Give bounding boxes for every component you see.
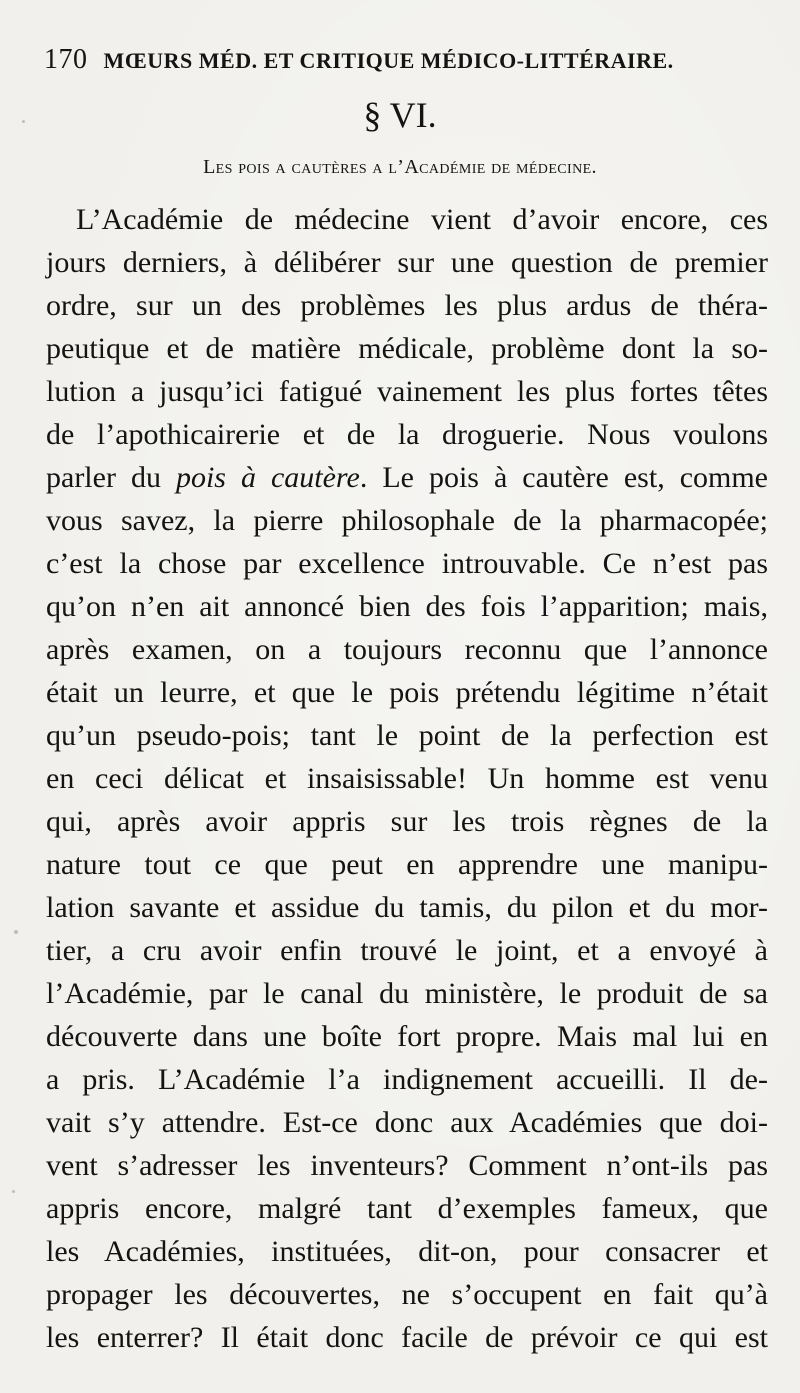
paper-speck (22, 120, 25, 123)
text-line: a pris. L’Académie l’a indignement accueilli. Il de- (46, 1063, 768, 1096)
text-line: ordre, sur un des problèmes les plus ardus de théra- (46, 289, 768, 322)
page-number: 170 (44, 44, 88, 75)
text-line: jours derniers, à délibérer sur une question de premier (46, 246, 768, 279)
text-line: les enterrer? Il était donc facile de prévoir ce qui est (46, 1321, 768, 1354)
text-line: après examen, on a toujours reconnu que l’annonce (46, 633, 768, 666)
text-line: de l’apothicairerie et de la droguerie. Nous voulons (46, 418, 768, 451)
text-line: propager les découvertes, ne s’occupent en fait qu’à (46, 1278, 768, 1311)
italic-term: pois à cautère (175, 461, 360, 494)
text-line: appris encore, malgré tant d’exemples fameux, que (46, 1192, 768, 1225)
paper-speck (14, 930, 18, 934)
text-line: l’Académie, par le canal du ministère, le produit de sa (46, 977, 768, 1010)
text-line-part: . Le pois à cautère est, comme (359, 461, 768, 494)
text-line: qui, après avoir appris sur les trois règnes de la (46, 805, 768, 838)
text-line: en ceci délicat et insaisissable! Un homme est venu (46, 762, 768, 795)
text-line: peutique et de matière médicale, problème dont la so- (46, 332, 768, 365)
text-line: qu’on n’en ait annoncé bien des fois l’apparition; mais, (46, 590, 768, 623)
section-number: § VI. (363, 95, 437, 135)
section-title: Les pois a cautères a l’Académie de médecine. (203, 156, 597, 178)
text-line: lution a jusqu’ici fatigué vainement les plus fortes têtes (46, 375, 768, 408)
text-line: c’est la chose par excellence introuvable. Ce n’est pas (46, 547, 768, 580)
text-line: vous savez, la pierre philosophale de la pharmacopée; (46, 504, 768, 537)
text-line: tier, a cru avoir enfin trouvé le joint, et a envoyé à (46, 934, 768, 967)
text-line: qu’un pseudo-pois; tant le point de la perfection est (46, 719, 768, 752)
running-title: MŒURS MÉD. ET CRITIQUE MÉDICO-LITTÉRAIRE. (103, 48, 674, 73)
text-line: était un leurre, et que le pois prétendu légitime n’était (46, 676, 768, 709)
text-line-part: parler du (46, 461, 176, 494)
paper-speck (12, 1190, 15, 1193)
text-line: lation savante et assidue du tamis, du pilon et du mor- (46, 891, 768, 924)
running-header (44, 44, 764, 76)
text-line: vait s’y attendre. Est-ce donc aux Académies que doi- (46, 1106, 768, 1139)
body-paragraph (46, 198, 768, 1359)
text-line: L’Académie de médecine vient d’avoir encore, ces (76, 203, 768, 236)
text-line: découverte dans une boîte fort propre. Mais mal lui en (46, 1020, 768, 1053)
text-line (46, 456, 768, 499)
text-line: nature tout ce que peut en apprendre une manipu- (46, 848, 768, 881)
text-line: les Académies, instituées, dit-on, pour consacrer et (46, 1235, 768, 1268)
text-line: vent s’adresser les inventeurs? Comment n’ont-ils pas (46, 1149, 768, 1182)
